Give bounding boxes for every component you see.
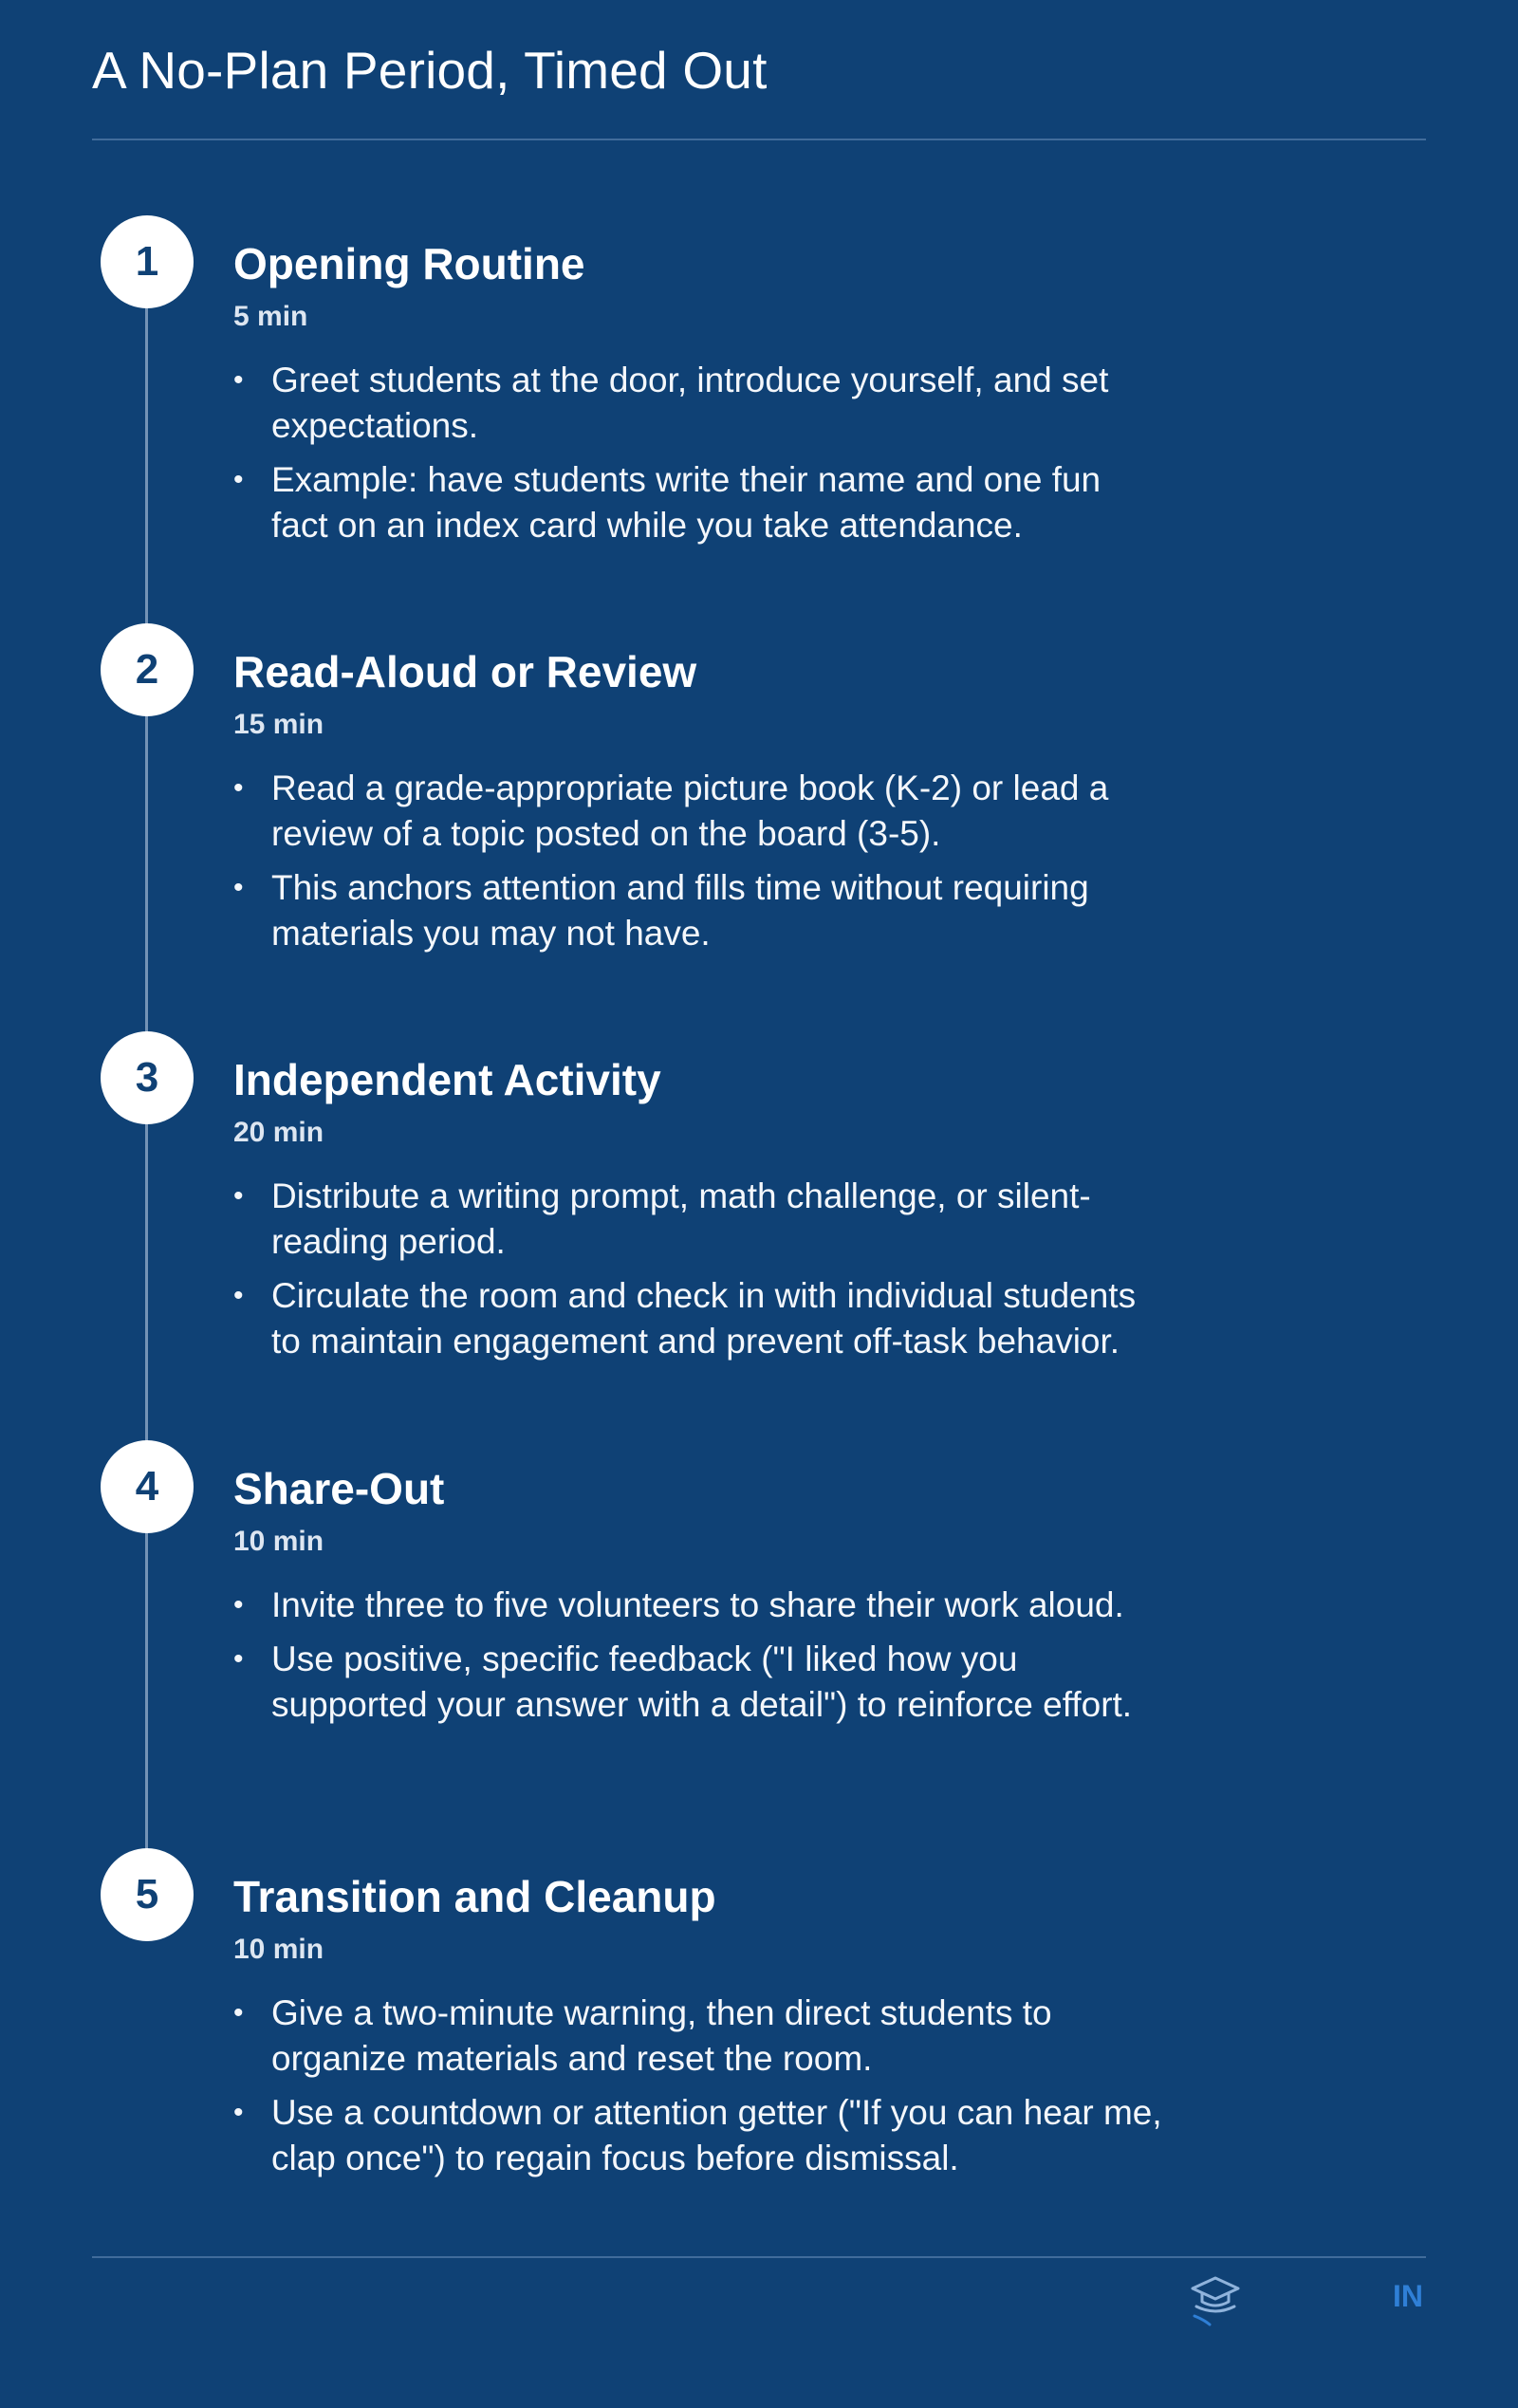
step-title: Transition and Cleanup: [233, 1872, 716, 1921]
step-duration: 20 min: [233, 1117, 324, 1148]
bullet-item: • Invite three to five volunteers to share their work aloud.: [233, 1583, 1163, 1628]
bullet-item: • Use a countdown or attention getter ("If you can hear me, clap once") to regain focus before dismissal.: [233, 2090, 1163, 2181]
step-title: Share-Out: [233, 1464, 445, 1513]
step-duration: 10 min: [233, 1934, 324, 1965]
step-title: Read-Aloud or Review: [233, 647, 697, 696]
step-duration: 10 min: [233, 1526, 324, 1557]
step-number-badge: 5: [101, 1848, 194, 1941]
step-number-badge: 1: [101, 215, 194, 308]
bullet-item: • Give a two-minute warning, then direct students to organize materials and reset the room.: [233, 1991, 1163, 2082]
footer-divider: [92, 2256, 1426, 2258]
step-title: Opening Routine: [233, 239, 585, 288]
step-bullets: [233, 1174, 1163, 1373]
bullet-item: • Example: have students write their name and one fun fact on an index card while you take attendance.: [233, 457, 1163, 548]
bullet-item: • Read a grade-appropriate picture book (K-2) or lead a review of a topic posted on the board (3-5).: [233, 766, 1163, 857]
header-divider: [92, 139, 1426, 140]
step-duration: 15 min: [233, 709, 324, 740]
bullet-item: • Distribute a writing prompt, math challenge, or silent-reading period.: [233, 1174, 1163, 1265]
step-bullets: [233, 1583, 1163, 1736]
step-number-badge: 4: [101, 1440, 194, 1533]
step-number-badge: 3: [101, 1031, 194, 1124]
bullet-item: • Greet students at the door, introduce yourself, and set expectations.: [233, 358, 1163, 449]
step-duration: 5 min: [233, 301, 308, 332]
graduation-cap-icon: [1189, 2272, 1242, 2329]
bullet-item: • Circulate the room and check in with individual students to maintain engagement and prevent off-task behavior.: [233, 1273, 1163, 1364]
step-bullets: [233, 1991, 1163, 2190]
bullet-item: • This anchors attention and fills time without requiring materials you may not have.: [233, 865, 1163, 956]
step-bullets: [233, 766, 1163, 965]
footer-brand-mark: IN: [1393, 2279, 1423, 2313]
page-title: A No-Plan Period, Timed Out: [92, 41, 768, 100]
step-title: Independent Activity: [233, 1055, 661, 1104]
step-number-badge: 2: [101, 623, 194, 716]
step-bullets: [233, 358, 1163, 557]
bullet-item: • Use positive, specific feedback ("I liked how you supported your answer with a detail") to reinforce effort.: [233, 1637, 1163, 1728]
